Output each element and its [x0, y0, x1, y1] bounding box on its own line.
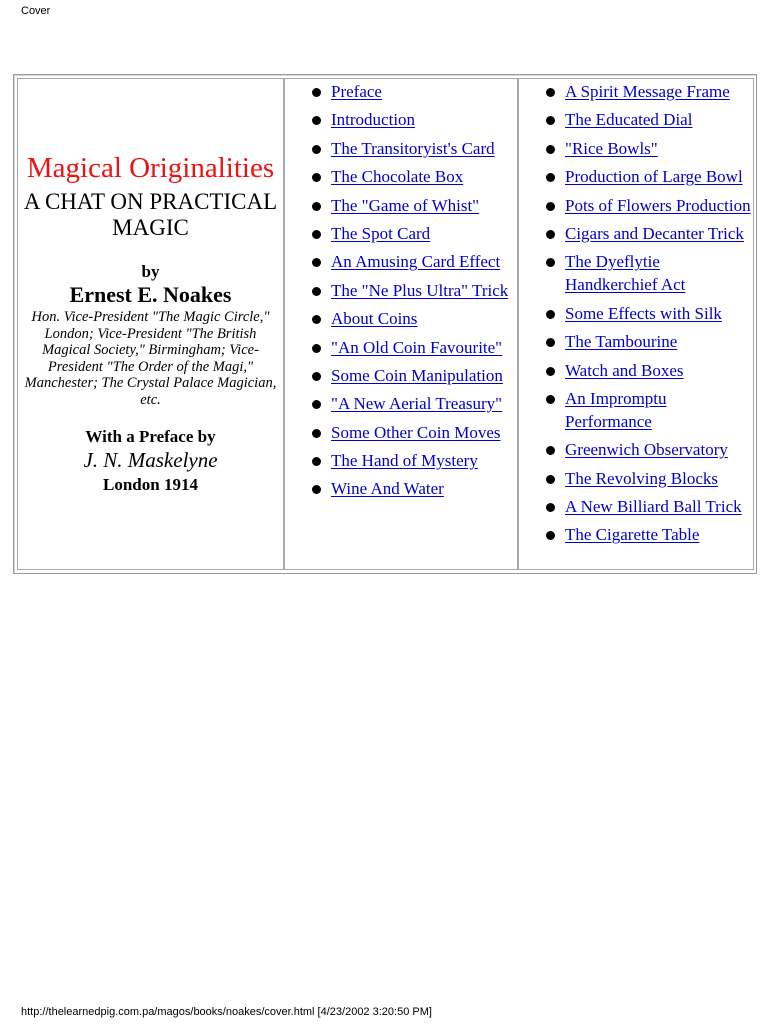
- toc-link[interactable]: The Cigarette Table: [565, 525, 700, 545]
- bullet-icon: [546, 88, 555, 97]
- preface-author: J. N. Maskelyne: [83, 448, 218, 472]
- toc-link[interactable]: Watch and Boxes: [565, 360, 684, 380]
- toc-link[interactable]: The "Game of Whist": [331, 195, 480, 215]
- toc-item: [285, 250, 517, 273]
- bullet-icon: [312, 88, 321, 97]
- toc-item: [285, 165, 517, 188]
- toc-link[interactable]: The "Ne Plus Ultra" Trick: [331, 280, 509, 300]
- bullet-icon: [312, 429, 321, 438]
- toc-item: [285, 279, 517, 302]
- toc-link[interactable]: The Hand of Mystery: [331, 451, 478, 471]
- toc-item: [285, 137, 517, 160]
- bullet-icon: [546, 230, 555, 239]
- toc-item: [285, 108, 517, 131]
- toc-link[interactable]: Some Coin Manipulation: [331, 365, 503, 385]
- bullet-icon: [312, 400, 321, 409]
- toc-item: [519, 467, 753, 490]
- by-line: by: [141, 262, 160, 281]
- page-header-title: Cover: [21, 5, 51, 17]
- toc-link[interactable]: An Amusing Card Effect: [331, 252, 501, 272]
- author-affiliation: Hon. Vice-President "The Magic Circle," London; Vice-President "The British Magical Society," Birmingham; Vice-President "The Order of the Magi," Manchester; The Crystal Palace Magician, etc.: [24, 309, 277, 408]
- bullet-icon: [312, 485, 321, 494]
- toc-item: [285, 392, 517, 415]
- toc-column-2: [518, 78, 754, 570]
- page-footer-url: http://thelearnedpig.com.pa/magos/books/noakes/cover.html [4/23/2002 3:20:50 PM]: [21, 1006, 432, 1018]
- toc-link[interactable]: Pots of Flowers Production: [565, 195, 751, 215]
- toc-item: [519, 137, 753, 160]
- toc-link[interactable]: An Impromptu Performance: [565, 388, 667, 431]
- bullet-icon: [546, 503, 555, 512]
- bullet-icon: [546, 145, 555, 154]
- toc-list-1: [285, 80, 517, 506]
- bullet-icon: [546, 173, 555, 182]
- bullet-icon: [546, 258, 555, 267]
- bullet-icon: [546, 202, 555, 211]
- bullet-icon: [312, 116, 321, 125]
- toc-link[interactable]: Some Other Coin Moves: [331, 422, 501, 442]
- toc-link[interactable]: Preface: [331, 82, 382, 101]
- bullet-icon: [312, 287, 321, 296]
- toc-item: [519, 387, 753, 433]
- toc-link[interactable]: Some Effects with Silk: [565, 303, 722, 323]
- bullet-icon: [312, 344, 321, 353]
- toc-item: [519, 302, 753, 325]
- cover-info-cell: [17, 78, 284, 570]
- toc-list-2: [519, 80, 753, 552]
- place-year: London 1914: [103, 475, 198, 494]
- bullet-icon: [546, 116, 555, 125]
- toc-link[interactable]: The Chocolate Box: [331, 167, 464, 187]
- toc-link[interactable]: "An Old Coin Favourite": [331, 337, 503, 357]
- toc-link[interactable]: Cigars and Decanter Trick: [565, 223, 744, 243]
- bullet-icon: [312, 372, 321, 381]
- toc-link[interactable]: The Dyeflytie Handkerchief Act: [565, 252, 686, 295]
- bullet-icon: [312, 258, 321, 267]
- toc-link[interactable]: "A New Aerial Treasury": [331, 394, 503, 414]
- toc-item: [519, 108, 753, 131]
- bullet-icon: [312, 202, 321, 211]
- toc-item: [285, 449, 517, 472]
- toc-item: [285, 194, 517, 217]
- toc-item: [519, 495, 753, 518]
- bullet-icon: [312, 457, 321, 466]
- bullet-icon: [546, 446, 555, 455]
- bullet-icon: [546, 338, 555, 347]
- toc-item: [519, 250, 753, 296]
- toc-column-1: [284, 78, 518, 570]
- toc-item: [285, 364, 517, 387]
- toc-item: [519, 330, 753, 353]
- toc-item: [285, 80, 517, 103]
- toc-link[interactable]: "Rice Bowls": [565, 138, 658, 158]
- toc-item: [519, 165, 753, 188]
- toc-item: [519, 359, 753, 382]
- bullet-icon: [546, 310, 555, 319]
- toc-link[interactable]: A New Billiard Ball Trick: [565, 497, 742, 517]
- bullet-icon: [546, 367, 555, 376]
- toc-link[interactable]: The Revolving Blocks: [565, 468, 718, 488]
- toc-link[interactable]: A Spirit Message Frame: [565, 82, 730, 101]
- preface-label: With a Preface by: [85, 427, 216, 446]
- bullet-icon: [312, 230, 321, 239]
- cover-table: [13, 74, 757, 574]
- bullet-icon: [546, 531, 555, 540]
- toc-item: [285, 336, 517, 359]
- toc-item: [519, 194, 753, 217]
- book-title: Magical Originalities: [26, 152, 275, 184]
- toc-item: [519, 80, 753, 103]
- bullet-icon: [312, 173, 321, 182]
- bullet-icon: [312, 145, 321, 154]
- toc-link[interactable]: Introduction: [331, 110, 416, 130]
- bullet-icon: [546, 395, 555, 404]
- toc-item: [519, 438, 753, 461]
- toc-item: [285, 477, 517, 500]
- toc-item: [519, 523, 753, 546]
- book-subtitle: A CHAT ON PRACTICAL MAGIC: [23, 189, 278, 240]
- bullet-icon: [312, 315, 321, 324]
- author-name: Ernest E. Noakes: [69, 282, 232, 307]
- bullet-icon: [546, 475, 555, 484]
- toc-link[interactable]: The Spot Card: [331, 223, 431, 243]
- toc-link[interactable]: Production of Large Bowl: [565, 167, 743, 187]
- toc-link[interactable]: Wine And Water: [331, 479, 444, 499]
- toc-link[interactable]: The Transitoryist's Card: [331, 138, 495, 158]
- toc-item: [519, 222, 753, 245]
- toc-item: [285, 222, 517, 245]
- toc-link[interactable]: About Coins: [331, 309, 418, 329]
- toc-item: [285, 421, 517, 444]
- toc-item: [285, 307, 517, 330]
- toc-link[interactable]: Greenwich Observatory: [565, 440, 728, 460]
- toc-link[interactable]: The Educated Dial: [565, 110, 693, 130]
- toc-link[interactable]: The Tambourine: [565, 332, 678, 352]
